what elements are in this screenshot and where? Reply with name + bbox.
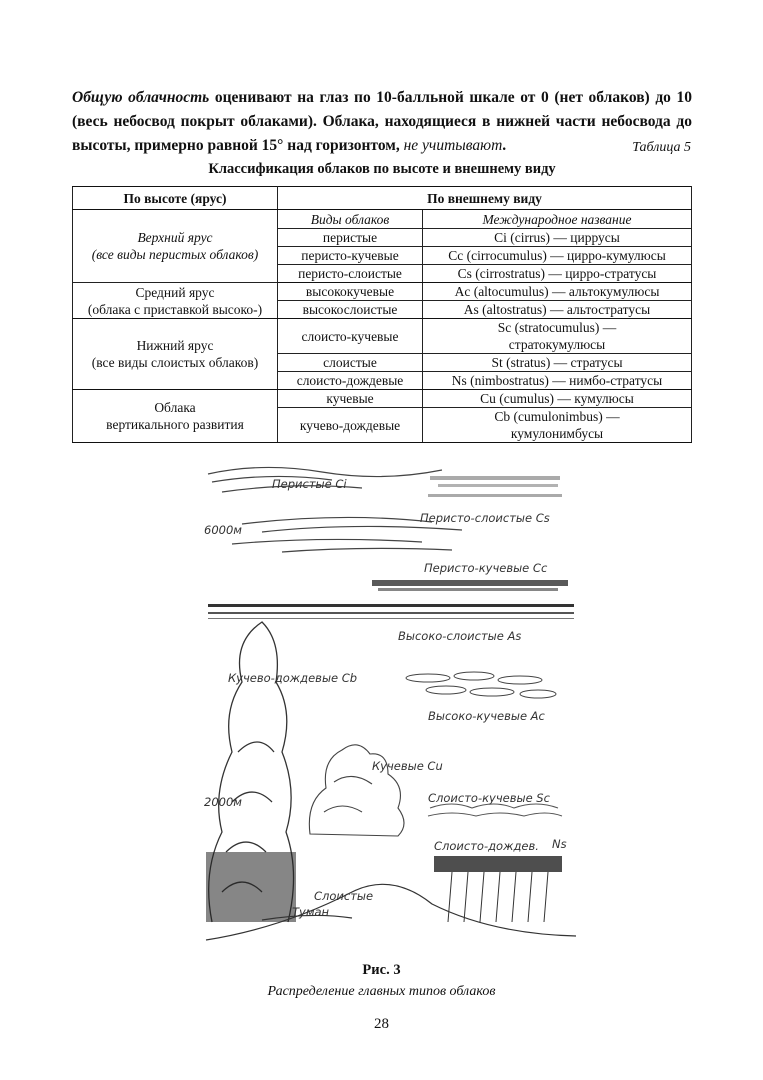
cloud-intl-name: As (altostratus) — альтостратусы xyxy=(423,301,692,319)
group-name: Облака xyxy=(154,400,196,415)
group-name: Нижний ярус xyxy=(136,338,214,353)
cirrocumulus-drawing xyxy=(372,580,568,591)
table-row xyxy=(73,319,692,354)
cloud-intl-name: Ac (altocumulus) — альтокумулюсы xyxy=(423,283,692,301)
cloud-intl-name: St (stratus) — стратусы xyxy=(423,354,692,372)
table-row xyxy=(73,283,692,301)
label-nimbostratus-abbr: Ns xyxy=(552,837,567,851)
paragraph-end: . xyxy=(502,136,507,154)
label-cirrus: Перистые Ci xyxy=(272,477,347,491)
cloud-type: перистые xyxy=(278,229,423,247)
group-name: Верхний ярус xyxy=(137,230,213,245)
label-altocumulus: Высоко-кучевые Ac xyxy=(428,709,545,723)
intro-paragraph xyxy=(72,86,692,158)
header-height: По высоте (ярус) xyxy=(73,187,278,210)
group-upper xyxy=(73,210,278,283)
cumulonimbus-shading xyxy=(206,852,296,922)
nimbostratus-drawing xyxy=(434,856,562,922)
cloud-type: слоисто-дождевые xyxy=(278,372,423,390)
cloud-intl-name: Cu (cumulus) — кумулюсы xyxy=(423,390,692,408)
cloud-intl-name xyxy=(423,408,692,443)
paragraph-emphasis: не учитывают xyxy=(403,136,503,154)
subheader-types: Виды облаков xyxy=(278,210,423,229)
figure-caption: Распределение главных типов облаков xyxy=(267,984,496,999)
cloud-intl-name xyxy=(423,319,692,354)
group-lower xyxy=(73,319,278,390)
cloud-type: перисто-кучевые xyxy=(278,247,423,265)
figure-number: Рис. 3 xyxy=(362,962,401,978)
stratocumulus-drawing xyxy=(428,804,562,816)
paragraph-body: оценивают на глаз по 10-балльной шкале от 0 (нет облаков) до 10 (весь небосвод покрыт облаками). Облака, находящиеся в нижней части небосвода до высоты, примерно равной 15° над горизонтом, xyxy=(72,88,693,154)
group-note: вертикального развития xyxy=(106,417,244,432)
table-row xyxy=(73,390,692,408)
cloud-type: высококучевые xyxy=(278,283,423,301)
label-stratocumulus: Слоисто-кучевые Sc xyxy=(428,791,550,805)
altocumulus-drawing xyxy=(406,672,556,698)
intl-line-2: стратокумулюсы xyxy=(508,337,606,352)
altostratus-drawing xyxy=(208,604,574,619)
label-cirrocumulus: Перисто-кучевые Cc xyxy=(424,561,548,575)
label-altostratus: Высоко-слоистые As xyxy=(398,629,522,643)
cloud-type: слоисто-кучевые xyxy=(278,319,423,354)
header-look: По внешнему виду xyxy=(278,187,692,210)
cloud-intl-name: Ns (nimbostratus) — нимбо-стратусы xyxy=(423,372,692,390)
label-fog: Туман xyxy=(292,905,330,919)
group-note: (все виды перистых облаков) xyxy=(91,247,259,262)
group-note: (облака с приставкой высоко-) xyxy=(87,301,263,317)
label-stratus: Слоистые xyxy=(314,889,374,903)
cloud-type: кучево-дождевые xyxy=(278,408,423,443)
cloud-classification-table xyxy=(72,186,692,443)
label-nimbostratus: Слоисто-дождев. xyxy=(434,839,539,853)
cloud-distribution-figure xyxy=(202,452,580,952)
label-cumulonimbus: Кучево-дождевые Cb xyxy=(228,671,358,685)
cloud-intl-name: Cc (cirrocumulus) — цирро-кумулюсы xyxy=(423,247,692,265)
group-middle xyxy=(73,283,278,319)
cloud-type: высокослоистые xyxy=(278,301,423,319)
group-name: Средний ярус xyxy=(135,284,215,300)
label-height-2000: 2000м xyxy=(204,795,242,809)
group-note: (все виды слоистых облаков) xyxy=(91,355,259,370)
intl-line-1: Sc (stratocumulus) — xyxy=(497,320,617,335)
label-height-6000: 6000м xyxy=(204,523,242,537)
subheader-intl: Международное название xyxy=(423,210,692,229)
label-cumulus: Кучевые Cu xyxy=(372,759,443,773)
intl-line-1: Cb (cumulonimbus) — xyxy=(494,409,620,424)
cloud-type: слоистые xyxy=(278,354,423,372)
cloud-intl-name: Ci (cirrus) — циррусы xyxy=(423,229,692,247)
intl-line-2: кумулонимбусы xyxy=(510,426,604,441)
group-vertical xyxy=(73,390,278,443)
term-total-cloudiness: Общую облачность xyxy=(72,88,210,106)
page-number: 28 xyxy=(374,1016,389,1032)
cloud-type: перисто-слоистые xyxy=(278,265,423,283)
table-number: Таблица 5 xyxy=(632,140,691,155)
cloud-intl-name: Cs (cirrostratus) — цирро-стратусы xyxy=(423,265,692,283)
cloud-type: кучевые xyxy=(278,390,423,408)
label-cirrostratus: Перисто-слоистые Cs xyxy=(420,511,550,525)
table-title: Классификация облаков по высоте и внешнему виду xyxy=(208,161,556,177)
cirrostratus-drawing xyxy=(428,476,562,497)
